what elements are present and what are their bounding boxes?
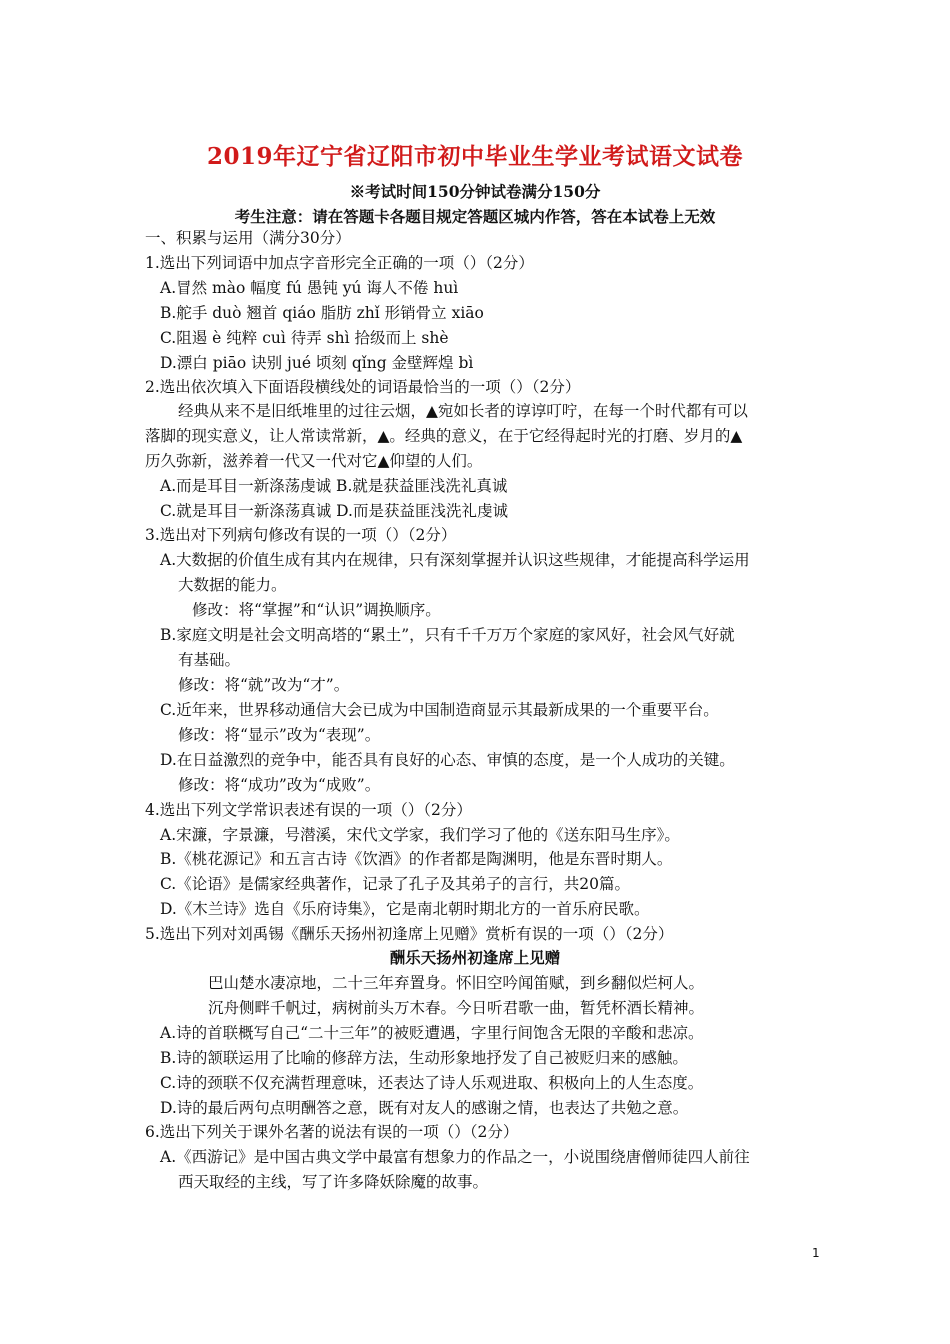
- question-1-option-d: D.漂白 piāo 诀别 jué 顷刻 qǐng 金壁辉煌 bì: [160, 354, 474, 372]
- question-3-option-a-fix: 修改：将“掌握”和“认识”调换顺序。: [192, 601, 441, 619]
- question-3-option-d: D.在日益激烈的竞争中，能否具有良好的心态、审慎的态度，是一个人成功的关键。: [160, 751, 735, 769]
- question-2-passage-line: 落脚的现实意义，让人常读常新，▲。经典的意义，在于它经得起时光的打磨、岁月的▲: [145, 427, 743, 445]
- question-2-stem: 2.选出依次填入下面语段横线处的词语最恰当的一项（）（2分）: [145, 378, 581, 396]
- question-5-option-c: C.诗的颈联不仅充满哲理意味，还表达了诗人乐观进取、积极向上的人生态度。: [160, 1074, 704, 1092]
- question-3-option-a-cont: 大数据的能力。: [178, 576, 287, 594]
- question-2-passage-line: 经典从来不是旧纸堆里的过往云烟，▲宛如长者的谆谆叮咛，在每一个时代都有可以: [178, 402, 748, 420]
- poem-line: 沉舟侧畔千帆过，病树前头万木春。今日听君歌一曲，暂凭杯酒长精神。: [208, 999, 705, 1017]
- question-1-stem: 1.选出下列词语中加点字音形完全正确的一项（）（2分）: [145, 254, 534, 272]
- question-3-option-b-cont: 有基础。: [178, 651, 241, 669]
- question-1-option-c: C.阻遏 è 纯粹 cuì 待弄 shì 拾级而上 shè: [160, 329, 449, 347]
- section-heading: 一、积累与运用（满分30分）: [145, 229, 351, 247]
- question-1-option-b: B.舵手 duò 翘首 qiáo 脂肪 zhǐ 形销骨立 xiāo: [160, 304, 484, 322]
- question-6-stem: 6.选出下列关于课外名著的说法有误的一项（）（2分）: [145, 1123, 519, 1141]
- question-3-option-b-fix: 修改：将“就”改为“才”。: [178, 676, 350, 694]
- question-2-options-ab: A.而是耳目一新涤荡虔诚 B.就是获益匪浅洗礼真诚: [160, 477, 508, 495]
- question-5-option-b: B.诗的颔联运用了比喻的修辞方法，生动形象地抒发了自己被贬归来的感触。: [160, 1049, 688, 1067]
- question-6-option-a-cont: 西天取经的主线，写了许多降妖除魔的故事。: [178, 1173, 489, 1191]
- exam-title: 2019年辽宁省辽阳市初中毕业生学业考试语文试卷: [206, 143, 743, 170]
- question-4-option-d: D.《木兰诗》选自《乐府诗集》，它是南北朝时期北方的一首乐府民歌。: [160, 900, 650, 918]
- question-5-stem: 5.选出下列对刘禹锡《酬乐天扬州初逢席上见赠》赏析有误的一项（）（2分）: [145, 925, 674, 943]
- question-6-option-a: A.《西游记》是中国古典文学中最富有想象力的作品之一，小说围绕唐僧师徒四人前往: [160, 1148, 750, 1166]
- poem-title: 酬乐天扬州初逢席上见赠: [389, 948, 561, 967]
- question-3-stem: 3.选出对下列病句修改有误的一项（）（2分）: [145, 526, 457, 544]
- question-1-option-a: A.冒然 mào 幅度 fú 愚钝 yú 诲人不倦 huì: [160, 279, 459, 297]
- question-2-options-cd: C.就是耳目一新涤荡真诚 D.而是获益匪浅洗礼虔诚: [160, 502, 508, 520]
- question-4-option-c: C.《论语》是儒家经典著作，记录了孔子及其弟子的言行，共20篇。: [160, 875, 630, 893]
- question-4-stem: 4.选出下列文学常识表述有误的一项（）（2分）: [145, 801, 472, 819]
- question-3-option-c: C.近年来，世界移动通信大会已成为中国制造商显示其最新成果的一个重要平台。: [160, 701, 719, 719]
- question-4-option-a: A.宋濂，字景濂，号潜溪，宋代文学家，我们学习了他的《送东阳马生序》。: [160, 826, 680, 844]
- poem-line: 巴山楚水凄凉地，二十三年弃置身。怀旧空吟闻笛赋，到乡翻似烂柯人。: [208, 974, 705, 992]
- exam-notice: 考生注意：请在答题卡各题目规定答题区城内作答，答在本试卷上无效: [234, 207, 716, 226]
- question-3-option-a: A.大数据的价值生成有其内在规律，只有深刻掌握并认识这些规律，才能提高科学运用: [160, 551, 750, 569]
- question-5-option-d: D.诗的最后两句点明酬答之意，既有对友人的感谢之情，也表达了共勉之意。: [160, 1099, 689, 1117]
- question-3-option-b: B.家庭文明是社会文明高塔的“累土”，只有千千万万个家庭的家风好，社会风气好就: [160, 626, 735, 644]
- question-3-option-d-fix: 修改：将“成功”改为“成败”。: [178, 776, 381, 794]
- exam-time-info: ※考试时间150分钟试卷满分150分: [349, 182, 601, 201]
- question-2-passage-line: 历久弥新，滋养着一代又一代对它▲仰望的人们。: [145, 452, 483, 470]
- question-3-option-c-fix: 修改：将“显示”改为“表现”。: [178, 726, 381, 744]
- question-4-option-b: B.《桃花源记》和五言古诗《饮酒》的作者都是陶渊明，他是东晋时期人。: [160, 850, 673, 868]
- page-number: 1: [812, 1246, 820, 1260]
- question-5-option-a: A.诗的首联概写自己“二十三年”的被贬遭遇，字里行间饱含无限的辛酸和悲凉。: [160, 1024, 704, 1042]
